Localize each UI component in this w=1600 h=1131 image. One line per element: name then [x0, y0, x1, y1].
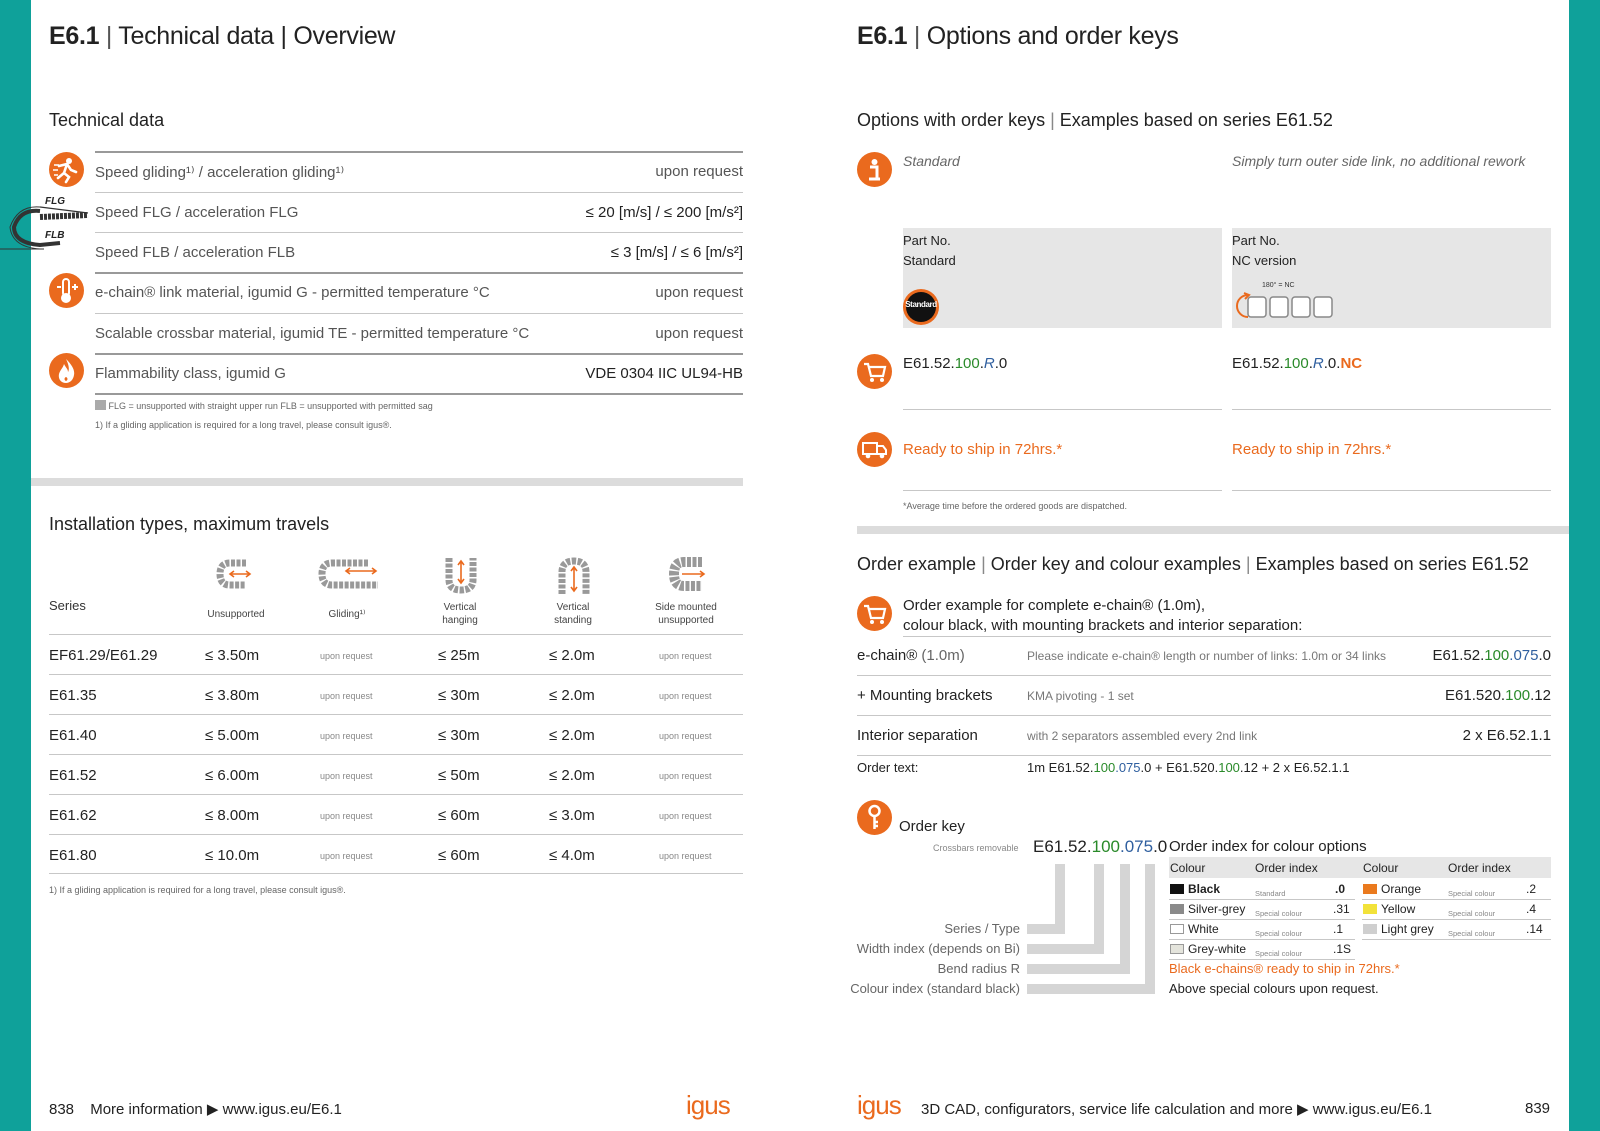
ship-note: *Average time before the ordered goods are dispatched.	[903, 501, 1127, 511]
col-order-index: Order index	[1448, 861, 1511, 875]
label-colour-index: Colour index (standard black)	[850, 981, 1020, 996]
key-part: E61.52.	[1232, 355, 1284, 372]
connector	[1027, 964, 1130, 974]
code-part: 100	[1505, 687, 1531, 704]
cell-series: E61.80	[49, 847, 97, 864]
cell-hanging: ≤ 60m	[438, 847, 480, 864]
tech-data-heading: Technical data	[49, 110, 165, 130]
colour-index: .4	[1526, 902, 1537, 916]
fl-g-label: FLG	[45, 196, 65, 207]
crossbars-removable: Crossbars removable	[933, 843, 1019, 853]
colour-type	[1448, 885, 1495, 899]
colour-type-text: Special colour	[1255, 929, 1303, 938]
table-row	[49, 674, 743, 714]
tech-row	[95, 232, 743, 272]
cell-side: upon request	[659, 851, 712, 861]
connector	[1027, 924, 1065, 934]
nc-chain-icon	[1234, 285, 1334, 321]
table-row	[49, 714, 743, 754]
cell-gliding: upon request	[320, 771, 373, 781]
col-side-mounted: Side mounted unsupported	[655, 602, 717, 626]
igus-logo: igus	[857, 1090, 901, 1120]
page-number: 839	[1525, 1100, 1551, 1117]
nc-part-label	[1232, 231, 1296, 271]
more-info-link[interactable]: More information ▶ www.igus.eu/E6.1	[90, 1101, 342, 1118]
gliding-icon	[318, 558, 380, 594]
order-intro-line: Order example for complete e-chain® (1.0m),	[903, 597, 1205, 614]
col-vertical-standing: Vertical standing	[554, 602, 592, 626]
connector	[1027, 984, 1155, 994]
cell-hanging: ≤ 50m	[438, 767, 480, 784]
code-part: .075	[1115, 760, 1141, 775]
cad-link[interactable]: 3D CAD, configurators, service life calculation and more ▶ www.igus.eu/E6.1	[921, 1101, 1432, 1118]
colour-type-text: Special colour	[1255, 909, 1303, 918]
flame-icon	[49, 353, 84, 388]
colour-name: Light grey	[1381, 922, 1434, 936]
options-heading	[857, 110, 1333, 131]
ship-standard: Ready to ship in 72hrs.*	[903, 441, 1063, 458]
part-no-label: Part No.	[903, 233, 951, 248]
title-text: Options and order keys	[926, 22, 1179, 50]
order-row-name: + Mounting brackets	[857, 687, 993, 704]
ready-note: Black e-chains® ready to ship in 72hrs.*	[1169, 961, 1400, 976]
cart-icon	[857, 596, 892, 631]
nc-desc: Simply turn outer side link, no additional rework	[1232, 153, 1526, 169]
code-part: 1m E61.52.	[1027, 760, 1094, 775]
col-gliding: Gliding¹⁾	[328, 609, 366, 620]
col-vertical-hanging: Vertical hanging	[442, 602, 478, 626]
code-part: 100	[1484, 647, 1510, 664]
order-intro-line: colour black, with mounting brackets and interior separation:	[903, 617, 1303, 634]
cell-hanging: ≤ 30m	[438, 727, 480, 744]
title-sep: |	[907, 22, 927, 50]
tech-row-label: e-chain® link material, igumid G - permitted temperature °C	[95, 284, 490, 301]
order-row	[857, 676, 1551, 716]
special-note: Above special colours upon request.	[1169, 981, 1379, 996]
order-row-name: e-chain®	[857, 647, 918, 664]
colour-type-text: Special colour	[1448, 889, 1496, 898]
fl-legend-text: FLG = unsupported with straight upper run FLB = unsupported with permitted sag	[108, 401, 433, 411]
cell-series: E61.52	[49, 767, 97, 784]
colour-type	[1448, 925, 1495, 939]
cell-unsupported: ≤ 3.80m	[205, 687, 260, 704]
install-footnote: 1) If a gliding application is required for a long travel, please consult igus®.	[49, 885, 346, 895]
order-row-name: Interior separation	[857, 727, 978, 744]
cell-side: upon request	[659, 651, 712, 661]
order-row	[857, 636, 1551, 676]
order-row-desc: with 2 separators assembled every 2nd link	[1027, 729, 1258, 743]
colour-index: .1	[1333, 922, 1344, 936]
cell-standing: ≤ 3.0m	[549, 807, 595, 824]
code-part: .075	[1119, 837, 1154, 856]
part-name: NC version	[1232, 253, 1297, 268]
cell-series: E61.35	[49, 687, 97, 704]
key-part: R	[1312, 355, 1324, 372]
rule	[1169, 899, 1355, 900]
cell-unsupported: ≤ 10.0m	[205, 847, 260, 864]
cell-standing: ≤ 2.0m	[549, 687, 595, 704]
code-part: E61.520.	[1445, 687, 1506, 704]
tech-row-label: Speed FLB / acceleration FLB	[95, 244, 296, 261]
col-order-index: Order index	[1255, 861, 1318, 875]
order-heading-a: Order example	[857, 554, 977, 574]
title-code: E6.1	[49, 22, 100, 50]
install-heading: Installation types, maximum travels	[49, 514, 330, 534]
code-part: .0	[1538, 647, 1551, 664]
info-icon	[857, 152, 892, 187]
code-part: 100	[1091, 837, 1120, 856]
title-sep: |	[99, 22, 119, 50]
order-key-heading: Order key	[899, 818, 965, 835]
title-text: Technical data | Overview	[118, 22, 396, 50]
colour-index-heading: Order index for colour options	[1169, 838, 1367, 855]
cell-unsupported: ≤ 8.00m	[205, 807, 260, 824]
colour-name: Yellow	[1381, 902, 1416, 916]
cell-standing: ≤ 2.0m	[549, 647, 595, 664]
cell-standing: ≤ 2.0m	[549, 767, 595, 784]
code-part: .075	[1509, 647, 1539, 664]
colour-index: .2	[1526, 882, 1537, 896]
right-page-title	[857, 22, 1179, 51]
connector	[1145, 864, 1155, 994]
standard-desc: Standard	[903, 153, 960, 169]
rule	[1169, 959, 1355, 960]
order-text-label: Order text:	[857, 760, 919, 775]
tech-row-label: Speed FLG / acceleration FLG	[95, 204, 299, 221]
colour-name: Grey-white	[1188, 942, 1247, 956]
colour-type-text: Special colour	[1255, 949, 1303, 958]
colour-index: .0	[1335, 882, 1346, 896]
rule	[1362, 939, 1551, 940]
tech-footnote: 1) If a gliding application is required for a long travel, please consult igus®.	[95, 420, 392, 430]
ship-nc: Ready to ship in 72hrs.*	[1232, 441, 1392, 458]
code-part: E61.52.	[1033, 837, 1092, 856]
standard-part-label	[903, 231, 956, 271]
cell-series: EF61.29/E61.29	[49, 647, 158, 664]
code-part: E61.52.	[1432, 647, 1485, 664]
colour-index: .14	[1526, 922, 1543, 936]
rule	[903, 409, 1222, 410]
page-number: 838	[49, 1101, 75, 1118]
cell-gliding: upon request	[320, 651, 373, 661]
colour-type	[1255, 925, 1302, 939]
tech-row-label: Scalable crossbar material, igumid TE - permitted temperature °C	[95, 325, 530, 342]
cart-icon	[857, 354, 892, 389]
key-part: .	[1308, 355, 1313, 372]
part-name: Standard	[903, 253, 956, 268]
col-colour: Colour	[1170, 861, 1206, 875]
colour-index: .31	[1333, 902, 1350, 916]
key-part: NC	[1340, 355, 1363, 372]
tech-row	[95, 192, 743, 232]
colour-light-grey	[1363, 922, 1434, 936]
right-edge-band	[1569, 0, 1600, 1131]
rule	[1232, 490, 1551, 491]
table-row	[49, 834, 743, 874]
order-row-desc: Please indicate e-chain® length or number of links: 1.0m or 34 links	[1027, 649, 1387, 663]
fl-b-label: FLB	[45, 230, 65, 241]
cell-unsupported: ≤ 5.00m	[205, 727, 260, 744]
code-part: .12	[1530, 687, 1551, 704]
rule	[1362, 899, 1551, 900]
colour-name: Orange	[1381, 882, 1422, 896]
col-series: Series	[49, 598, 86, 613]
colour-orange	[1363, 882, 1421, 896]
colour-yellow	[1363, 902, 1415, 916]
cell-side: upon request	[659, 731, 712, 741]
cell-side: upon request	[659, 691, 712, 701]
cell-hanging: ≤ 25m	[438, 647, 480, 664]
title-code: E6.1	[857, 22, 908, 50]
colour-white	[1170, 922, 1219, 936]
order-row-extra: (1.0m)	[917, 647, 965, 664]
tech-row-value: VDE 0304 IIC UL94-HB	[585, 365, 743, 382]
cell-unsupported: ≤ 3.50m	[205, 647, 260, 664]
cell-side: upon request	[659, 811, 712, 821]
left-footer	[49, 1100, 342, 1118]
tech-bottom-rule	[95, 393, 743, 395]
code-part: 100	[1093, 760, 1116, 775]
key-icon	[857, 800, 892, 835]
order-text	[1027, 760, 1349, 775]
order-heading-b: Order key and colour examples	[990, 554, 1241, 574]
connector	[1094, 864, 1104, 954]
tech-row-value: upon request	[655, 284, 743, 301]
colour-grey-white	[1170, 942, 1246, 956]
cell-hanging: ≤ 30m	[438, 687, 480, 704]
cell-gliding: upon request	[320, 811, 373, 821]
standard-order-key	[903, 355, 1007, 372]
order-row-desc: KMA pivoting - 1 set	[1027, 689, 1134, 703]
side-mounted-icon	[668, 556, 708, 594]
colour-type	[1255, 905, 1302, 919]
tech-row	[95, 354, 743, 394]
colour-type-text: Special colour	[1448, 929, 1496, 938]
tech-row-value: upon request	[655, 325, 743, 342]
tech-row-value: ≤ 20 [m/s] / ≤ 200 [m/s²]	[585, 204, 743, 221]
vertical-hanging-icon	[443, 556, 479, 596]
rule	[903, 490, 1222, 491]
fl-legend	[95, 400, 433, 411]
key-part: R	[983, 355, 995, 372]
cell-series: E61.62	[49, 807, 97, 824]
rule	[1169, 919, 1355, 920]
tech-row-value: ≤ 3 [m/s] / ≤ 6 [m/s²]	[610, 244, 743, 261]
code-part: 100	[1218, 760, 1240, 775]
order-key-code	[1033, 837, 1167, 857]
code-part: .0 + E61.520.	[1140, 760, 1219, 775]
key-part: 100	[1283, 355, 1309, 372]
table-row	[49, 794, 743, 834]
key-part: 100	[954, 355, 980, 372]
nc-order-key	[1232, 355, 1362, 372]
tech-row-label: Flammability class, igumid G	[95, 365, 286, 382]
cell-gliding: upon request	[320, 691, 373, 701]
options-heading-a: Options with order keys	[857, 110, 1046, 130]
cell-side: upon request	[659, 771, 712, 781]
order-heading-c: Examples based on series E61.52	[1255, 554, 1529, 574]
cell-standing: ≤ 4.0m	[549, 847, 595, 864]
heading-sep: |	[1045, 110, 1060, 130]
table-row	[49, 634, 743, 674]
badge-text: Standard	[905, 300, 937, 309]
order-heading: Order example | Order key and colour examples | Examples based on series E61.52	[857, 554, 1529, 574]
colour-name: Silver-grey	[1188, 902, 1246, 916]
rule	[1232, 409, 1551, 410]
speed-runner-icon	[49, 152, 84, 187]
colour-type	[1255, 945, 1302, 959]
colour-type-text: Special colour	[1448, 909, 1496, 918]
left-edge-band	[0, 0, 31, 1131]
key-part: E61.52.	[903, 355, 955, 372]
colour-type-text: Standard	[1255, 889, 1286, 898]
key-part: .0	[994, 355, 1008, 372]
part-no-label: Part No.	[1232, 233, 1280, 248]
vertical-standing-icon	[556, 556, 592, 596]
order-row	[857, 716, 1551, 756]
col-colour: Colour	[1363, 861, 1399, 875]
code-part: .12 + 2 x E6.52.1.1	[1239, 760, 1350, 775]
options-heading-b: Examples based on series E61.52	[1059, 110, 1333, 130]
igus-logo: igus	[686, 1090, 730, 1120]
colour-type	[1448, 905, 1495, 919]
left-page-title	[49, 22, 395, 51]
col-unsupported: Unsupported	[207, 609, 265, 620]
colour-index: .1S	[1333, 942, 1352, 956]
connector	[1027, 944, 1104, 954]
cell-unsupported: ≤ 6.00m	[205, 767, 260, 784]
rule	[1362, 919, 1551, 920]
tech-row	[95, 273, 743, 313]
cell-series: E61.40	[49, 727, 97, 744]
cell-gliding: upon request	[320, 731, 373, 741]
label-bend-radius: Bend radius R	[937, 961, 1020, 976]
standard-badge-icon	[903, 289, 939, 325]
tech-row	[95, 313, 743, 353]
label-series-type: Series / Type	[944, 921, 1020, 936]
tech-row	[95, 152, 743, 192]
order-intro	[903, 596, 1302, 636]
code-part: 2 x E6.52.1.1	[1462, 727, 1551, 744]
colour-name: Black	[1188, 882, 1221, 896]
section-divider	[31, 478, 743, 486]
nc-label: 180° = NC	[1262, 282, 1295, 289]
colour-black	[1170, 882, 1220, 896]
cell-hanging: ≤ 60m	[438, 807, 480, 824]
rule	[1169, 939, 1355, 940]
section-divider	[857, 526, 1569, 534]
temperature-icon	[49, 273, 84, 308]
table-row	[49, 754, 743, 794]
unsupported-icon	[216, 558, 256, 594]
cell-gliding: upon request	[320, 851, 373, 861]
key-part: .	[979, 355, 984, 372]
colour-type	[1255, 885, 1285, 899]
key-part: .0.	[1323, 355, 1341, 372]
colour-name: White	[1188, 922, 1219, 936]
label-width-index: Width index (depends on Bi)	[856, 941, 1020, 956]
truck-icon	[857, 432, 892, 467]
cell-standing: ≤ 2.0m	[549, 727, 595, 744]
code-part: .0	[1153, 837, 1168, 856]
connector	[1120, 864, 1130, 974]
tech-row-label: Speed gliding¹⁾ / acceleration gliding¹⁾	[95, 164, 345, 181]
colour-silver-grey	[1170, 902, 1245, 916]
tech-row-value: upon request	[655, 163, 743, 180]
